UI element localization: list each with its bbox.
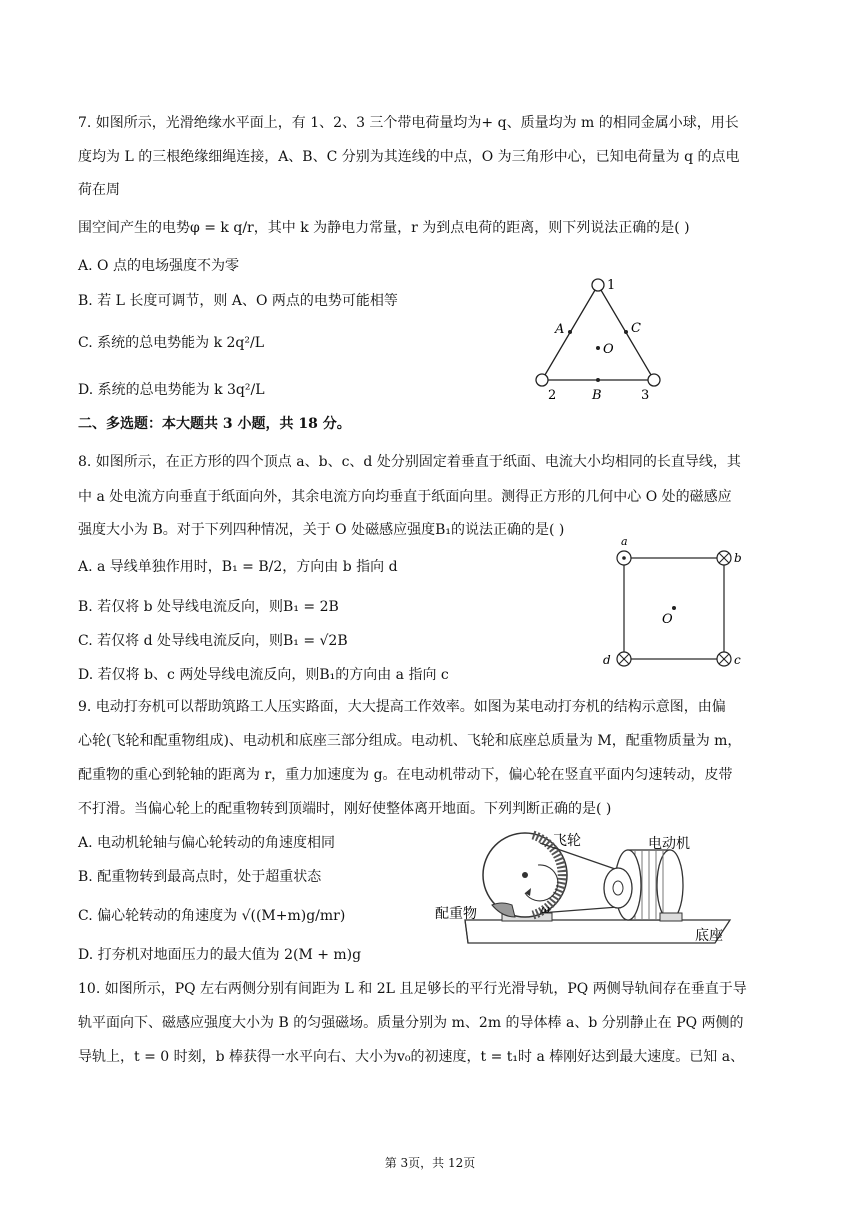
label-o: O — [662, 612, 673, 627]
q8-stem-line3: 强度大小为 B。对于下列四种情况，关于 O 处磁感应强度B₁的说法正确的是( ) — [78, 522, 565, 538]
q7-stem-line1: 7. 如图所示，光滑绝缘水平面上，有 1、2、3 三个带电荷量均为+ q、质量均为 m 的相同金属小球，用长 — [78, 115, 739, 131]
label-b: b — [734, 551, 742, 565]
label-a: a — [621, 535, 628, 548]
q7-stem-line4: 围空间产生的电势φ = k q/r，其中 k 为静电力常量，r 为到点电荷的距离，则下列说法正确的是( ) — [78, 220, 690, 236]
q9-option-a: A. 电动机轮轴与偏心轮转动的角速度相同 — [78, 835, 336, 851]
point-c — [624, 330, 628, 334]
q9-option-d: D. 打夯机对地面压力的最大值为 2(M + m)g — [78, 947, 362, 963]
label-1: 1 — [607, 278, 616, 293]
label-a: A — [555, 322, 565, 337]
point-o — [596, 346, 600, 350]
q8-option-a: A. a 导线单独作用时，B₁ = B/2，方向由 b 指向 d — [78, 559, 398, 575]
ball-2 — [536, 374, 548, 386]
q9-stem-line1: 9. 电动打夯机可以帮助筑路工人压实路面，大大提高工作效率。如图为某电动打夯机的结构示意图，由偏 — [78, 699, 726, 715]
wire-b-in-icon — [717, 551, 731, 565]
q7-option-b: B. 若 L 长度可调节，则 A、O 两点的电势可能相等 — [78, 293, 398, 309]
q7-option-a: A. O 点的电场强度不为零 — [78, 258, 239, 274]
q9-stem-line3: 配重物的重心到轮轴的距离为 r，重力加速度为 g。在电动机带动下，偏心轮在竖直平面内匀速转动，皮带 — [78, 767, 733, 783]
q9-stem-line4: 不打滑。当偏心轮上的配重物转到顶端时，刚好使整体离开地面。下列判断正确的是( ) — [78, 801, 612, 817]
q9-stem-line2: 心轮(飞轮和配重物组成)、电动机和底座三部分组成。电动机、飞轮和底座总质量为 M，配重物质量为 m， — [78, 733, 742, 749]
q8-option-c: C. 若仅将 d 处导线电流反向，则B₁ = √2B — [78, 633, 348, 649]
q7-stem-line3: 荷在周 — [78, 182, 120, 198]
q8-square-figure — [598, 535, 758, 672]
label-c: c — [734, 653, 741, 667]
omega-label: ω — [541, 903, 550, 916]
center-point — [672, 606, 676, 610]
base-plate — [465, 920, 730, 943]
q7-triangle-figure — [530, 275, 670, 405]
label-d: d — [603, 653, 611, 667]
q9-tamper-figure — [430, 825, 760, 950]
label-3: 3 — [641, 388, 650, 403]
motor-icon — [604, 850, 683, 921]
point-b — [596, 378, 600, 382]
q7-option-c: C. 系统的总电势能为 k 2q²/L — [78, 335, 264, 351]
wire-a-out-icon — [617, 551, 631, 565]
q8-option-d: D. 若仅将 b、c 两处导线电流反向，则B₁的方向由 a 指向 c — [78, 667, 449, 683]
q7-option-d: D. 系统的总电势能为 k 3q²/L — [78, 382, 265, 398]
counterweight-icon — [492, 903, 515, 917]
label-b: B — [592, 388, 602, 403]
label-c: C — [631, 321, 641, 336]
weight-label: 配重物 — [435, 906, 477, 922]
page-footer: 第 3页，共 12页 — [384, 1156, 476, 1170]
flywheel-label: 飞轮 — [553, 833, 581, 849]
q8-stem-line1: 8. 如图所示，在正方形的四个顶点 a、b、c、d 处分别固定着垂直于纸面、电流大小均相同的长直导线，其 — [78, 454, 741, 470]
label-o: O — [603, 342, 614, 357]
motor-label: 电动机 — [648, 836, 690, 852]
q8-stem-line2: 中 a 处电流方向垂直于纸面向外，其余电流方向均垂直于纸面向里。测得正方形的几何中心 O 处的磁感应 — [78, 489, 732, 505]
q7-stem-line2: 度均为 L 的三根绝缘细绳连接，A、B、C 分别为其连线的中点，O 为三角形中心，已知电荷量为 q 的点电 — [78, 149, 740, 165]
q10-stem-line3: 导轨上，t = 0 时刻，b 棒获得一水平向右、大小为v₀的初速度，t = t₁时 a 棒刚好达到最大速度。已知 a、 — [78, 1049, 745, 1065]
wire-c-in-icon — [717, 652, 731, 666]
label-2: 2 — [548, 388, 557, 403]
q9-option-c: C. 偏心轮转动的角速度为 √((M+m)g/mr) — [78, 908, 346, 924]
section-header: 二、多选题：本大题共 3 小题，共 18 分。 — [78, 416, 351, 432]
q10-stem-line1: 10. 如图所示，PQ 左右两侧分别有间距为 L 和 2L 且足够长的平行光滑导轨，PQ 两侧导轨间存在垂直于导 — [78, 981, 747, 997]
wire-d-in-icon — [617, 652, 631, 666]
q10-stem-line2: 轨平面向下、磁感应强度大小为 B 的匀强磁场。质量分别为 m、2m 的导体棒 a、b 分别静止在 PQ 两侧的 — [78, 1015, 744, 1031]
q9-option-b: B. 配重物转到最高点时，处于超重状态 — [78, 869, 322, 885]
point-a — [568, 330, 572, 334]
ball-3 — [648, 374, 660, 386]
q8-option-b: B. 若仅将 b 处导线电流反向，则B₁ = 2B — [78, 599, 339, 615]
ball-1 — [592, 279, 604, 291]
base-label: 底座 — [695, 928, 723, 944]
